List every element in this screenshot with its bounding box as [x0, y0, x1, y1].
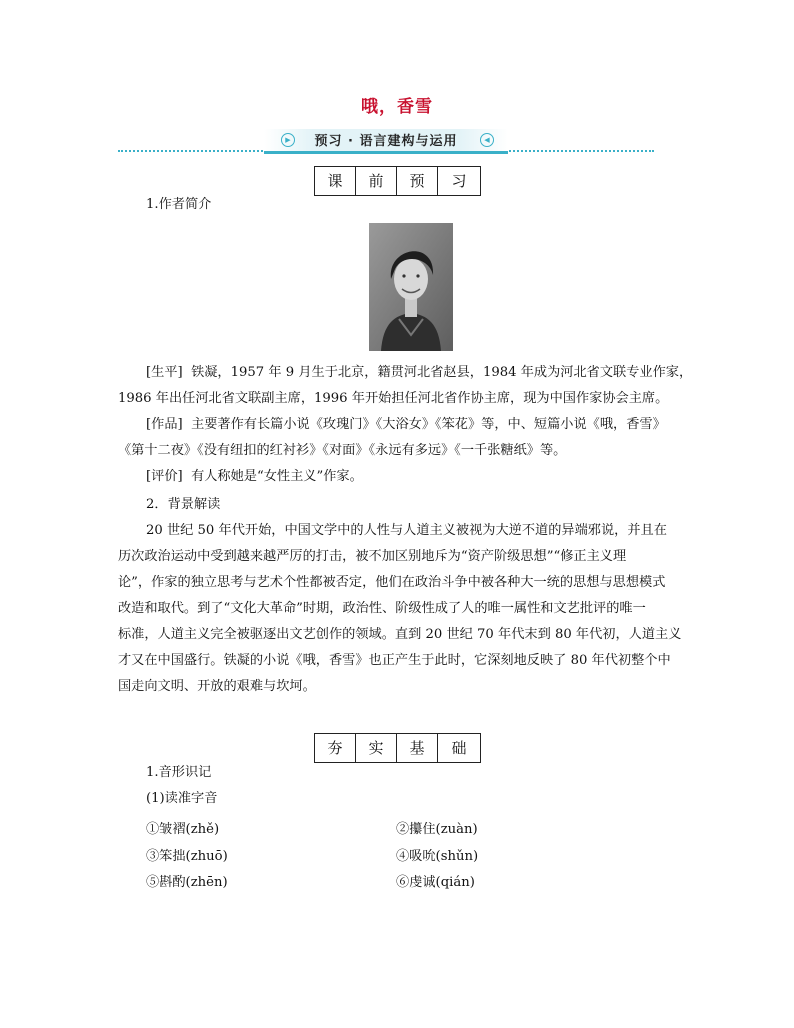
box-char: 习	[451, 172, 467, 190]
box-char: 基	[397, 734, 438, 762]
pinyin-item: ⑤斟酌(zhēn)	[146, 875, 228, 890]
box-heading-basics	[314, 733, 481, 763]
background-line: 改造和取代。到了“文化大革命”时期，政治性、阶级性成了人的唯一属性和文艺批评的唯一	[118, 601, 646, 616]
play-right-icon: ▶	[281, 133, 295, 147]
box-char: 础	[451, 739, 467, 757]
background-line: 历次政治运动中受到越来越严厉的打击，被不加区别地斥为“资产阶级思想”“修正主义理	[118, 549, 627, 564]
pinyin-item: ①皱褶(zhě)	[146, 822, 220, 837]
page-title: 哦，香雪	[361, 97, 433, 117]
background-line: 20 世纪 50 年代开始，中国文学中的人性与人道主义被视为大逆不道的异端邪说，并且在	[146, 523, 667, 538]
background-line: 论”，作家的独立思考与艺术个性都被否定，他们在政治斗争中被各种大一统的思想与思想模式	[118, 575, 666, 590]
section-heading: 1.作者简介	[146, 197, 212, 212]
play-left-icon: ◀	[480, 133, 494, 147]
background-line: 标准，人道主义完全被驱逐出文艺创作的领域。直到 20 世纪 70 年代末到 80 年代初，人道主义	[118, 627, 682, 642]
box-char: 前	[356, 167, 397, 195]
works-tag: [作品]	[146, 417, 183, 432]
box-char: 夯	[315, 734, 356, 762]
eval-tag: [评价]	[146, 469, 183, 484]
pinyin-item: ③笨拙(zhuō)	[146, 849, 228, 864]
bio-life-line1: [生平] 铁凝，1957 年 9 月生于北京，籍贯河北省赵县，1984 年成为河北省文联专业作家，	[146, 365, 693, 380]
box-char: 预	[397, 167, 438, 195]
author-photo	[369, 223, 453, 351]
banner-label: 预习 · 语言建构与运用	[314, 134, 458, 149]
box-char: 课	[315, 167, 356, 195]
section-heading: 1.音形识记	[146, 765, 212, 780]
life-tag: [生平]	[146, 365, 183, 380]
bio-eval: [评价] 有人称她是“女性主义”作家。	[146, 469, 363, 484]
bio-life-line2: 1986 年出任河北省文联副主席，1996 年开始担任河北省作协主席，现为中国作家协会主席。	[118, 391, 669, 406]
pinyin-item: ④吸吮(shǔn)	[396, 849, 479, 864]
background-line: 国走向文明、开放的艰难与坎坷。	[118, 679, 316, 694]
pinyin-item: ⑥虔诚(qián)	[396, 875, 475, 890]
background-line: 才又在中国盛行。铁凝的小说《哦，香雪》也正产生于此时，它深刻地反映了 80 年代初整个中	[118, 653, 671, 668]
pinyin-item: ②攥住(zuàn)	[396, 822, 478, 837]
bio-works-line2: 《第十二夜》《没有纽扣的红衬衫》《对面》《永远有多远》《一千张糖纸》等。	[118, 443, 567, 458]
section-banner	[118, 127, 654, 157]
sub-heading: (1)读准字音	[146, 791, 218, 806]
box-char: 实	[356, 734, 397, 762]
bio-works-line1: [作品] 主要著作有长篇小说《玫瑰门》《大浴女》《笨花》等，中、短篇小说《哦，香雪》	[146, 417, 666, 432]
box-heading-preview	[314, 166, 481, 196]
section-heading: 2．背景解读	[146, 497, 221, 512]
